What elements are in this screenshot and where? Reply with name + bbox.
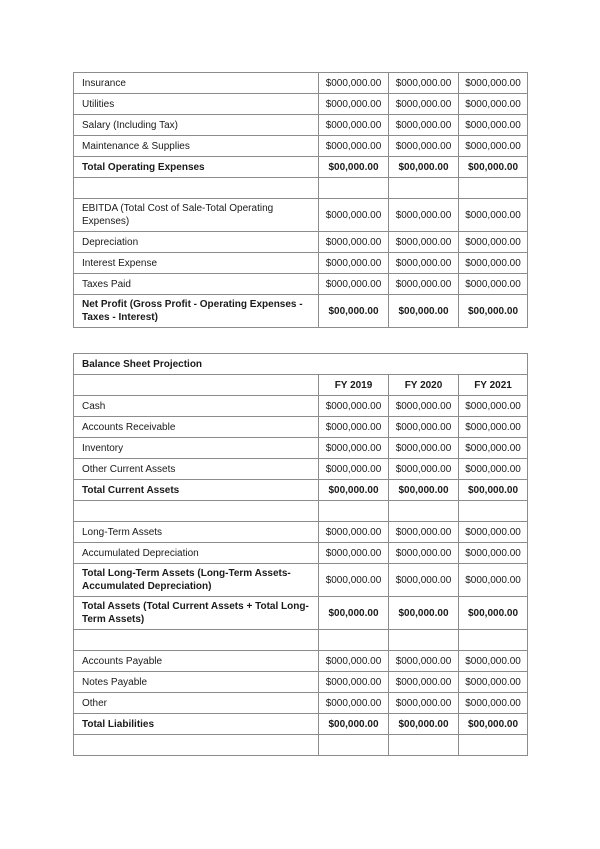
row-value: $000,000.00 bbox=[459, 274, 528, 295]
table-row bbox=[74, 94, 528, 115]
row-value: $000,000.00 bbox=[389, 232, 459, 253]
row-label: Utilities bbox=[74, 94, 319, 115]
row-value bbox=[459, 501, 528, 522]
row-value: $000,000.00 bbox=[319, 459, 389, 480]
row-value: $000,000.00 bbox=[319, 672, 389, 693]
row-value: $000,000.00 bbox=[319, 543, 389, 564]
balance-sheet-table bbox=[73, 353, 528, 756]
row-value: $00,000.00 bbox=[319, 295, 389, 328]
table-row bbox=[74, 396, 528, 417]
row-value: $000,000.00 bbox=[459, 199, 528, 232]
row-value: $000,000.00 bbox=[389, 693, 459, 714]
row-value bbox=[319, 178, 389, 199]
table-row bbox=[74, 459, 528, 480]
row-value: $000,000.00 bbox=[319, 693, 389, 714]
row-value: $000,000.00 bbox=[389, 672, 459, 693]
row-value: $00,000.00 bbox=[459, 295, 528, 328]
row-value: $000,000.00 bbox=[389, 253, 459, 274]
row-value: $000,000.00 bbox=[459, 232, 528, 253]
year-header-blank bbox=[74, 375, 319, 396]
row-value: $000,000.00 bbox=[389, 73, 459, 94]
row-label: Depreciation bbox=[74, 232, 319, 253]
table-row bbox=[74, 480, 528, 501]
table-row bbox=[74, 672, 528, 693]
row-value: $00,000.00 bbox=[389, 295, 459, 328]
row-value: $000,000.00 bbox=[459, 564, 528, 597]
row-value: $000,000.00 bbox=[459, 94, 528, 115]
row-value: $000,000.00 bbox=[389, 94, 459, 115]
row-label: Accounts Payable bbox=[74, 651, 319, 672]
row-value: $000,000.00 bbox=[319, 136, 389, 157]
row-value: $00,000.00 bbox=[389, 714, 459, 735]
table-row bbox=[74, 564, 528, 597]
row-label: Long-Term Assets bbox=[74, 522, 319, 543]
table-row bbox=[74, 73, 528, 94]
row-value: $000,000.00 bbox=[319, 564, 389, 597]
row-value: $000,000.00 bbox=[459, 136, 528, 157]
row-label: Maintenance & Supplies bbox=[74, 136, 319, 157]
row-value: $000,000.00 bbox=[389, 522, 459, 543]
row-value: $000,000.00 bbox=[319, 396, 389, 417]
row-value bbox=[459, 630, 528, 651]
table-row bbox=[74, 115, 528, 136]
year-header: FY 2019 bbox=[319, 375, 389, 396]
row-value: $00,000.00 bbox=[459, 480, 528, 501]
row-value bbox=[389, 735, 459, 756]
table-row bbox=[74, 253, 528, 274]
row-value: $000,000.00 bbox=[459, 522, 528, 543]
row-value: $000,000.00 bbox=[459, 115, 528, 136]
row-label bbox=[74, 630, 319, 651]
row-value: $000,000.00 bbox=[319, 253, 389, 274]
row-value: $00,000.00 bbox=[459, 597, 528, 630]
row-value: $00,000.00 bbox=[389, 597, 459, 630]
table-row bbox=[74, 295, 528, 328]
row-label: Total Long-Term Assets (Long-Term Assets-Accumulated Depreciation) bbox=[74, 564, 319, 597]
row-label: Total Liabilities bbox=[74, 714, 319, 735]
row-value: $00,000.00 bbox=[389, 157, 459, 178]
row-value: $00,000.00 bbox=[319, 480, 389, 501]
row-label: Total Assets (Total Current Assets + Total Long-Term Assets) bbox=[74, 597, 319, 630]
row-value bbox=[459, 178, 528, 199]
row-value: $000,000.00 bbox=[389, 396, 459, 417]
row-value: $000,000.00 bbox=[389, 136, 459, 157]
table-row bbox=[74, 522, 528, 543]
row-value: $000,000.00 bbox=[389, 199, 459, 232]
table-row bbox=[74, 543, 528, 564]
table-row bbox=[74, 136, 528, 157]
table-row bbox=[74, 714, 528, 735]
table-row bbox=[74, 597, 528, 630]
row-value bbox=[319, 735, 389, 756]
row-value bbox=[319, 630, 389, 651]
row-label: Salary (Including Tax) bbox=[74, 115, 319, 136]
row-label: Net Profit (Gross Profit - Operating Expenses - Taxes - Interest) bbox=[74, 295, 319, 328]
row-value: $000,000.00 bbox=[319, 232, 389, 253]
row-value: $000,000.00 bbox=[459, 438, 528, 459]
row-value bbox=[389, 178, 459, 199]
row-value: $000,000.00 bbox=[319, 115, 389, 136]
year-header: FY 2020 bbox=[389, 375, 459, 396]
row-label: Other Current Assets bbox=[74, 459, 319, 480]
table-row bbox=[74, 417, 528, 438]
balance-sheet-title-row bbox=[74, 354, 528, 375]
row-value bbox=[389, 630, 459, 651]
row-value: $000,000.00 bbox=[389, 274, 459, 295]
row-value: $000,000.00 bbox=[319, 438, 389, 459]
row-label: Other bbox=[74, 693, 319, 714]
spacer-row bbox=[74, 735, 528, 756]
row-value bbox=[319, 501, 389, 522]
row-value: $000,000.00 bbox=[389, 417, 459, 438]
row-value: $000,000.00 bbox=[319, 199, 389, 232]
spacer-row bbox=[74, 630, 528, 651]
row-value: $000,000.00 bbox=[389, 438, 459, 459]
table-row bbox=[74, 157, 528, 178]
year-header: FY 2021 bbox=[459, 375, 528, 396]
year-header-row bbox=[74, 375, 528, 396]
row-value: $000,000.00 bbox=[389, 564, 459, 597]
spacer-row bbox=[74, 178, 528, 199]
row-value: $000,000.00 bbox=[459, 672, 528, 693]
table-row bbox=[74, 199, 528, 232]
row-label bbox=[74, 501, 319, 522]
row-value: $00,000.00 bbox=[389, 480, 459, 501]
row-label: Accumulated Depreciation bbox=[74, 543, 319, 564]
row-value: $00,000.00 bbox=[319, 597, 389, 630]
row-value bbox=[459, 735, 528, 756]
row-value: $000,000.00 bbox=[319, 73, 389, 94]
row-value: $000,000.00 bbox=[319, 651, 389, 672]
row-value: $00,000.00 bbox=[459, 714, 528, 735]
row-label bbox=[74, 735, 319, 756]
row-value bbox=[389, 501, 459, 522]
row-value: $000,000.00 bbox=[319, 94, 389, 115]
row-value: $000,000.00 bbox=[319, 522, 389, 543]
income-statement-body bbox=[74, 73, 528, 328]
row-label: Cash bbox=[74, 396, 319, 417]
row-label: Inventory bbox=[74, 438, 319, 459]
row-value: $000,000.00 bbox=[459, 693, 528, 714]
row-value: $000,000.00 bbox=[389, 543, 459, 564]
balance-sheet-title: Balance Sheet Projection bbox=[74, 354, 528, 375]
table-row bbox=[74, 274, 528, 295]
row-value: $000,000.00 bbox=[389, 115, 459, 136]
income-statement-table bbox=[73, 72, 528, 328]
row-value: $00,000.00 bbox=[319, 157, 389, 178]
row-label: EBITDA (Total Cost of Sale-Total Operating Expenses) bbox=[74, 199, 319, 232]
row-value: $000,000.00 bbox=[459, 651, 528, 672]
row-value: $000,000.00 bbox=[319, 274, 389, 295]
row-label: Interest Expense bbox=[74, 253, 319, 274]
row-value: $000,000.00 bbox=[389, 651, 459, 672]
row-value: $000,000.00 bbox=[459, 459, 528, 480]
row-value: $000,000.00 bbox=[459, 73, 528, 94]
table-row bbox=[74, 232, 528, 253]
row-value: $000,000.00 bbox=[459, 417, 528, 438]
row-value: $00,000.00 bbox=[459, 157, 528, 178]
row-label: Insurance bbox=[74, 73, 319, 94]
row-value: $000,000.00 bbox=[319, 417, 389, 438]
row-value: $000,000.00 bbox=[459, 253, 528, 274]
row-label: Total Current Assets bbox=[74, 480, 319, 501]
spacer-row bbox=[74, 501, 528, 522]
row-value: $00,000.00 bbox=[319, 714, 389, 735]
row-label bbox=[74, 178, 319, 199]
row-value: $000,000.00 bbox=[459, 396, 528, 417]
row-label: Accounts Receivable bbox=[74, 417, 319, 438]
table-row bbox=[74, 438, 528, 459]
row-label: Taxes Paid bbox=[74, 274, 319, 295]
balance-sheet-body bbox=[74, 354, 528, 756]
row-value: $000,000.00 bbox=[389, 459, 459, 480]
table-row bbox=[74, 651, 528, 672]
row-label: Notes Payable bbox=[74, 672, 319, 693]
table-row bbox=[74, 693, 528, 714]
row-value: $000,000.00 bbox=[459, 543, 528, 564]
row-label: Total Operating Expenses bbox=[74, 157, 319, 178]
